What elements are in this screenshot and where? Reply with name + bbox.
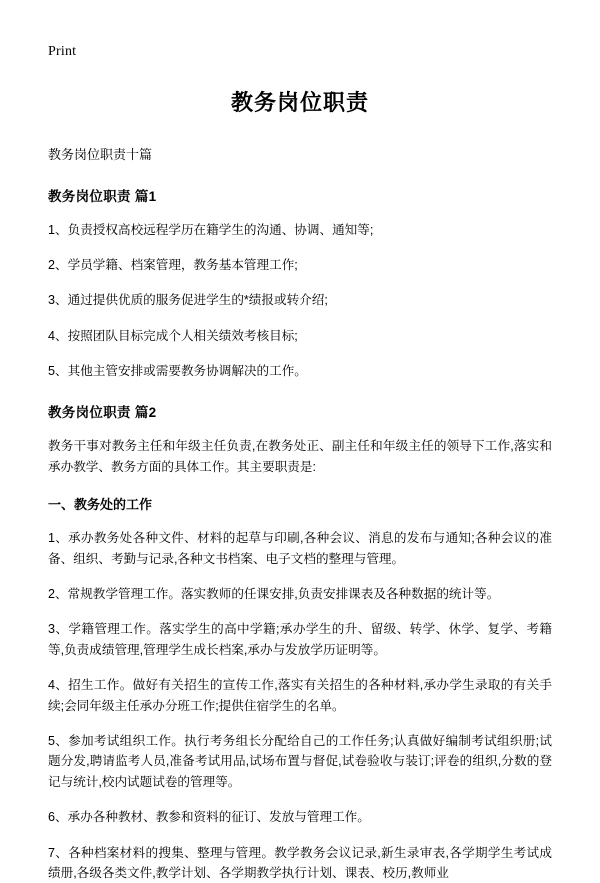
paragraph: 2、学员学籍、档案管理，教务基本管理工作; [48, 257, 298, 272]
paragraph: 4、按照团队目标完成个人相关绩效考核目标; [48, 328, 298, 343]
paragraph: 3、通过提供优质的服务促进学生的*绩报或转介绍; [48, 293, 328, 308]
paragraph: 2、常规教学管理工作。落实教师的任课安排,负责安排课表及各种数据的统计等。 [48, 587, 500, 602]
section-heading-1: 教务岗位职责 篇1 [48, 188, 157, 204]
paragraph: 1、负责授权高校远程学历在籍学生的沟通、协调、通知等; [48, 222, 374, 237]
paragraph: 4、招生工作。做好有关招生的宣传工作,落实有关招生的各种材料,承办学生录取的有关手续;会同年级主任承办分班工作;提供住宿学生的名单。 [48, 678, 552, 713]
paragraph: 6、承办各种教材、教参和资料的征订、发放与管理工作。 [48, 810, 370, 825]
paragraph: 1、承办教务处各种文件、材料的起草与印刷,各种会议、消息的发布与通知;各种会议的准备、组织、考勤与记录,各种文书档案、电子文档的整理与管理。 [48, 531, 552, 566]
subsection-heading: 一、教务处的工作 [48, 497, 153, 513]
section-intro-paragraph: 教务干事对教务主任和年级主任负责,在教务处正、副主任和年级主任的领导下工作,落实和承办教学、教务方面的具体工作。其主要职责是: [48, 439, 552, 474]
paragraph: 5、其他主管安排或需要教务协调解决的工作。 [48, 364, 307, 379]
section-heading-2: 教务岗位职责 篇2 [48, 405, 157, 421]
page-title: 教务岗位职责 [230, 90, 369, 115]
paragraph: 3、学籍管理工作。落实学生的高中学籍;承办学生的升、留级、转学、休学、复学、考籍等,负责成绩管理,管理学生成长档案,承办与发放学历证明等。 [48, 622, 552, 657]
paragraph: 7、各种档案材料的搜集、整理与管理。教学教务会议记录,新生录审表,各学期学生考试成绩册,各级各类文件,教学计划、各学期教学执行计划、课表、校历,教师业 [48, 845, 552, 880]
print-button[interactable]: Print [48, 44, 77, 59]
paragraph: 5、参加考试组织工作。执行考务组长分配给自己的工作任务;认真做好编制考试组织册;试题分发,聘请监考人员,准备考试用品,试场布置与督促,试卷验收与装订;评卷的组织,分数的登记与统计,校内试题试卷的管理等。 [48, 733, 552, 789]
document-subtitle: 教务岗位职责十篇 [48, 147, 153, 162]
